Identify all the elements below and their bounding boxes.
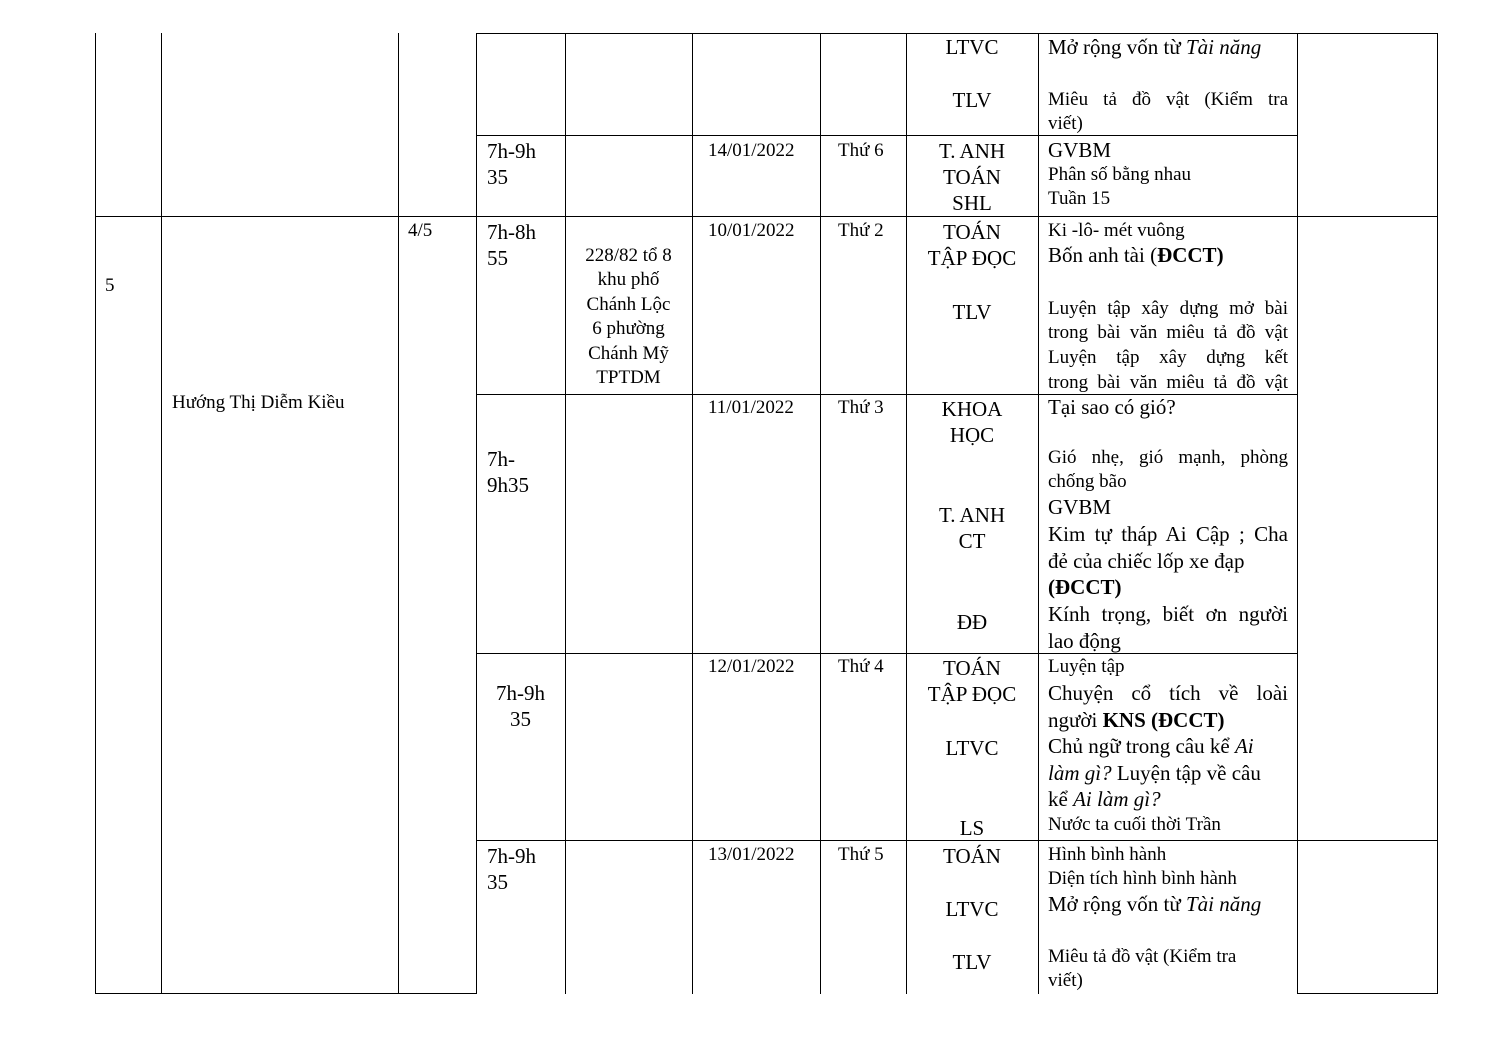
subject: TLV [952,300,992,324]
lesson-content: Gió nhẹ, gió mạnh, phòng [1048,447,1288,468]
weekday: Thứ 4 [838,656,884,677]
address-line: 6 phường [592,318,665,339]
address-line: Chánh Lộc [586,294,671,315]
grid-line [1297,33,1298,994]
subject: LS [959,816,985,840]
lesson-content: Miêu tả đồ vật (Kiểm tra [1048,89,1288,110]
time-range: 7h-9h [487,844,536,868]
lesson-content: Luyện tập [1048,656,1125,677]
grid-line [476,840,1438,841]
subject: T. ANH [938,503,1006,527]
lesson-content: Tại sao có gió? [1048,395,1176,419]
subject: TẬP ĐỌC [927,246,1017,270]
lesson-content: Mở rộng vốn từ Tài năng [1048,892,1262,916]
lesson-content: Chuyện cổ tích về loài [1048,681,1288,705]
subject: TOÁN [943,844,1001,868]
grid-line [95,993,477,994]
lesson-content: (ĐCCT) [1048,575,1122,599]
subject: LTVC [945,736,999,760]
grid-line [692,33,693,994]
lesson-content: trong bài văn miêu tả đồ vật [1048,372,1288,393]
lesson-content: viết) [1048,113,1083,134]
grid-line [398,33,399,994]
lesson-content: Bốn anh tài (ĐCCT) [1048,243,1224,267]
lesson-content: chống bão [1048,471,1127,492]
grid-line [1038,33,1039,994]
lesson-content: Mở rộng vốn từ Tài năng [1048,35,1262,59]
time-range: 9h35 [487,473,529,497]
subject: HỌC [949,423,995,447]
lesson-content: Luyện tập xây dựng mở bài [1048,298,1288,319]
address-line: TPTDM [596,367,661,388]
date: 13/01/2022 [708,844,795,865]
time-range: 7h- [487,447,515,471]
grid-line [820,33,821,994]
lesson-content: người KNS (ĐCCT) [1048,708,1225,732]
time-range: 35 [487,165,508,189]
lesson-content: Hình bình hành [1048,844,1167,865]
lesson-content: Miêu tả đồ vật (Kiểm tra [1048,946,1237,967]
weekday: Thứ 5 [838,844,884,865]
grid-line [476,653,1298,654]
subject-ltvc: LTVC [945,35,999,59]
subject: TOÁN [943,656,1001,680]
time-range: 7h-9h [487,139,536,163]
stt-number: 5 [105,275,115,296]
weekday: Thứ 2 [838,220,884,241]
time-range: 7h-8h [487,220,536,244]
lesson-content: Ki -lô- mét vuông [1048,220,1185,241]
date: 14/01/2022 [708,140,795,161]
time-range: 55 [487,246,508,270]
lesson-content: Tuần 15 [1048,188,1111,209]
lesson-content: viết) [1048,970,1083,991]
lesson-content: làm gì? Luyện tập về câu [1048,761,1261,785]
subject: SHL [952,191,992,215]
lesson-content: Luyện tập xây dựng kết [1048,347,1288,368]
lesson-content: Kim tự tháp Ai Cập ; Cha [1048,522,1288,546]
subject: ĐĐ [956,610,988,634]
lesson-content: Kính trọng, biết ơn người [1048,602,1288,626]
grid-line [95,33,96,994]
subject: TLV [952,950,992,974]
weekday: Thứ 6 [838,140,884,161]
grid-line [476,135,1298,136]
grid-line [161,33,162,994]
weekday: Thứ 3 [838,397,884,418]
lesson-content: GVBM [1048,138,1112,162]
lesson-content: Diện tích hình bình hành [1048,868,1237,889]
grid-line [1297,993,1438,994]
date: 10/01/2022 [708,220,795,241]
student-name: Hướng Thị Diễm Kiều [172,392,345,413]
address-line: khu phố [597,269,660,290]
address-line: 228/82 tổ 8 [585,245,672,266]
address-line: Chánh Mỹ [588,343,669,364]
lesson-content: GVBM [1048,495,1112,519]
subject: TẬP ĐỌC [927,682,1017,706]
lesson-content: trong bài văn miêu tả đồ vật [1048,322,1288,343]
grid-line [95,216,1438,217]
subject-tlv: TLV [952,88,992,112]
subject: CT [958,529,986,553]
class-name: 4/5 [408,220,433,241]
date: 11/01/2022 [708,397,794,418]
grid-line [476,33,1438,34]
time-range: 35 [487,870,508,894]
subject: T. ANH [938,139,1006,163]
lesson-content: Phân số bằng nhau [1048,164,1192,185]
subject: LTVC [945,897,999,921]
grid-line [1437,33,1438,994]
date: 12/01/2022 [708,656,795,677]
time-range: 7h-9h [496,681,545,705]
time-range: 35 [510,707,531,731]
subject: TOÁN [943,165,1001,189]
grid-line [565,33,566,994]
lesson-content: Chủ ngữ trong câu kể Ai [1048,734,1254,758]
lesson-content: lao động [1048,629,1121,653]
lesson-content: đẻ của chiếc lốp xe đạp [1048,549,1245,573]
subject: KHOA [941,397,1003,421]
lesson-content: kể Ai làm gì? [1048,787,1161,811]
subject: TOÁN [943,220,1001,244]
grid-line [476,33,477,994]
lesson-content: Nước ta cuối thời Trần [1048,814,1221,835]
